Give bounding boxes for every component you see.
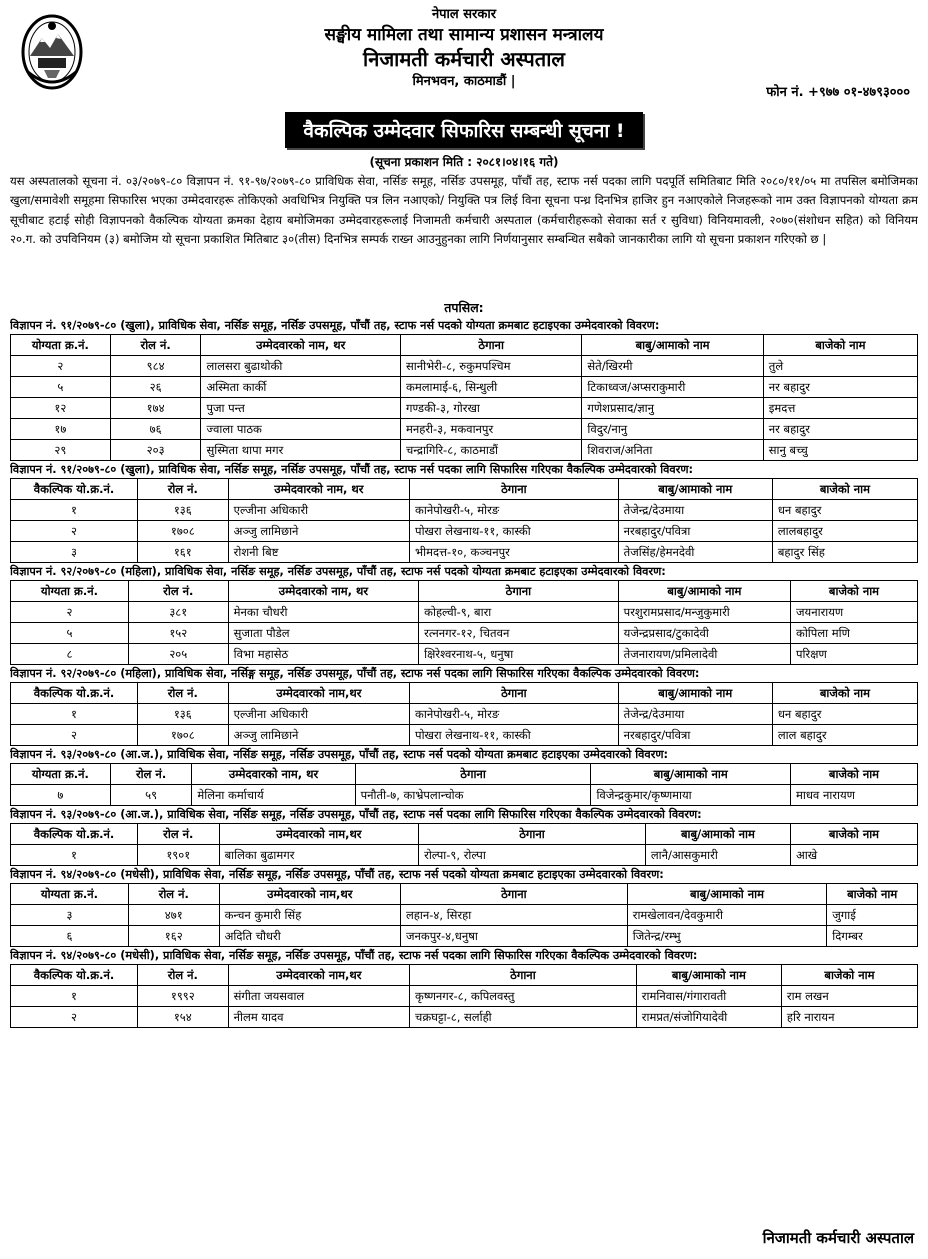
- table-cell: १७०८: [137, 521, 228, 542]
- table-cell: ५: [11, 377, 111, 398]
- footer-signature: निजामती कर्मचारी अस्पताल: [762, 1229, 914, 1247]
- table-cell: कानेपोखरी-५, मोरङ: [410, 500, 619, 521]
- table-row: [11, 845, 918, 866]
- table-cell: १: [11, 704, 138, 725]
- candidate-section: [10, 948, 918, 1028]
- table-cell: पोखरा लेखनाथ-११, कास्की: [410, 521, 619, 542]
- phone-number: फोन नं. +९७७ ०१-४७९३०००: [766, 85, 910, 100]
- notice-title-banner: [10, 112, 918, 148]
- table-cell: पुजा पन्त: [201, 398, 401, 419]
- column-header: योग्यता क्र.नं.: [11, 335, 111, 356]
- column-header: उम्मेदवारको नाम,थर: [228, 683, 409, 704]
- table-cell: अदिति चौधरी: [219, 926, 400, 947]
- table-cell: नर बहादुर: [763, 419, 917, 440]
- candidate-section: [10, 318, 918, 461]
- candidate-table: [10, 580, 918, 665]
- table-cell: कानेपोखरी-५, मोरङ: [410, 704, 619, 725]
- table-cell: जितेन्द्र/रम्भु: [627, 926, 827, 947]
- table-cell: क्षिरेश्वरनाथ-५, धनुषा: [419, 644, 619, 665]
- column-header: उम्मेदवारको नाम,थर: [228, 965, 409, 986]
- table-cell: २९: [11, 440, 111, 461]
- table-cell: १७४: [110, 398, 201, 419]
- table-cell: तेजेन्द्र/देउमाया: [618, 500, 772, 521]
- column-header: उम्मेदवारको नाम,थर: [219, 884, 400, 905]
- schedule-heading: तपसिल:: [444, 300, 484, 315]
- candidate-sections: [10, 318, 918, 1028]
- column-header: बाबु/आमाको नाम: [645, 824, 790, 845]
- column-header: रोल नं.: [137, 683, 228, 704]
- section-title: विज्ञापन नं. ९१/२०७९-८० (खुला), प्राविधिक सेवा, नर्सिङ समूह, नर्सिङ उपसमूह, पाँचौं तह, स्टाफ नर्स पदका लागि सिफारिस गरिएका वैकल्पिक उम्मेदवारको विवरण:: [10, 463, 694, 476]
- candidate-table: [10, 478, 918, 563]
- column-header: उम्मेदवारको नाम, थर: [228, 479, 409, 500]
- table-cell: लालसरा बुढाथोकी: [201, 356, 401, 377]
- table-cell: कृष्णनगर-८, कपिलवस्तु: [410, 986, 637, 1007]
- table-row: [11, 419, 918, 440]
- table-cell: विभा महासेठ: [228, 644, 418, 665]
- table-header-row: [11, 965, 918, 986]
- table-cell: आखे: [790, 845, 917, 866]
- column-header: बाजेको नाम: [791, 581, 918, 602]
- column-header: वैकल्पिक यो.क्र.नं.: [11, 824, 138, 845]
- table-cell: १७०८: [137, 725, 228, 746]
- candidate-section: [10, 462, 918, 563]
- table-row: [11, 377, 918, 398]
- section-title: विज्ञापन नं. ९४/२०७९-८० (मधेसी), प्राविधिक सेवा, नर्सिङ समूह, नर्सिङ उपसमूह, पाँचौं तह, स्टाफ नर्स पदका लागि सिफारिस गरिएका वैकल्पिक उम्मेदवारको विवरण:: [10, 949, 698, 962]
- column-header: वैकल्पिक यो.क्र.नं.: [11, 683, 138, 704]
- table-cell: सानीभेरी-८, रुकुमपश्चिम: [400, 356, 581, 377]
- column-header: रोल नं.: [128, 581, 228, 602]
- table-cell: धन बहादुर: [772, 500, 917, 521]
- table-cell: तुले: [763, 356, 917, 377]
- column-header: योग्यता क्र.नं.: [11, 884, 129, 905]
- table-cell: सुस्मिता थापा मगर: [201, 440, 401, 461]
- column-header: बाबु/आमाको नाम: [618, 683, 772, 704]
- table-cell: १२: [11, 398, 111, 419]
- table-header-row: [11, 581, 918, 602]
- table-cell: अञ्जु लामिछाने: [228, 725, 409, 746]
- ministry-name: सङ्घीय मामिला तथा सामान्य प्रशासन मन्त्रालय: [324, 25, 604, 45]
- table-cell: गण्डकी-३, गोरखा: [400, 398, 581, 419]
- table-cell: बहादुर सिंह: [772, 542, 917, 563]
- table-cell: अञ्जु लामिछाने: [228, 521, 409, 542]
- table-cell: २०५: [128, 644, 228, 665]
- column-header: रोल नं.: [110, 764, 192, 785]
- table-row: [11, 926, 918, 947]
- column-header: बाबु/आमाको नाम: [636, 965, 781, 986]
- table-cell: अस्मिता कार्की: [201, 377, 401, 398]
- table-cell: २०३: [110, 440, 201, 461]
- column-header: बाजेको नाम: [772, 479, 917, 500]
- table-header-row: [11, 764, 918, 785]
- table-cell: रामप्रत/संजोगियादेवी: [636, 1007, 781, 1028]
- hospital-name: निजामती कर्मचारी अस्पताल: [363, 47, 565, 71]
- table-cell: टिकाध्वज/अप्सराकुमारी: [582, 377, 763, 398]
- table-cell: जनकपुर-४,धनुषा: [400, 926, 627, 947]
- column-header: बाजेको नाम: [790, 764, 917, 785]
- notice-title: वैकल्पिक उम्मेदवार सिफारिस सम्बन्धी सूचना !: [285, 112, 642, 148]
- column-header: बाबु/आमाको नाम: [627, 884, 827, 905]
- table-cell: धन बहादुर: [772, 704, 917, 725]
- table-cell: रोल्पा-९, रोल्पा: [419, 845, 646, 866]
- table-cell: १: [11, 500, 138, 521]
- table-header-row: [11, 479, 918, 500]
- table-cell: ज्वाला पाठक: [201, 419, 401, 440]
- table-cell: रत्ननगर-१२, चितवन: [419, 623, 619, 644]
- table-cell: २६: [110, 377, 201, 398]
- table-row: [11, 602, 918, 623]
- candidate-section: [10, 867, 918, 947]
- candidate-table: [10, 682, 918, 746]
- table-row: [11, 356, 918, 377]
- table-cell: विदुर/नानु: [582, 419, 763, 440]
- table-cell: मेलिना कर्माचार्य: [192, 785, 355, 806]
- table-cell: नर बहादुर: [763, 377, 917, 398]
- nepal-emblem-icon: [20, 12, 84, 92]
- column-header: ठेगाना: [410, 479, 619, 500]
- table-cell: जुगाई: [827, 905, 918, 926]
- table-row: [11, 542, 918, 563]
- table-cell: यजेन्द्रप्रसाद/टुकादेवी: [618, 623, 790, 644]
- column-header: योग्यता क्र.नं.: [11, 764, 111, 785]
- table-cell: २: [11, 725, 138, 746]
- publish-date: (सूचना प्रकाशन मिति : २०८१।०४।१६ गते): [369, 155, 559, 169]
- candidate-table: [10, 883, 918, 947]
- table-cell: तेजसिंह/हेमनदेवी: [618, 542, 772, 563]
- table-cell: १६२: [128, 926, 219, 947]
- table-cell: गणेशप्रसाद/ज्ञानु: [582, 398, 763, 419]
- table-row: [11, 1007, 918, 1028]
- candidate-table: [10, 823, 918, 866]
- table-row: [11, 905, 918, 926]
- table-cell: कोहल्वी-९, बारा: [419, 602, 619, 623]
- table-cell: १: [11, 986, 138, 1007]
- table-cell: सानु बच्चु: [763, 440, 917, 461]
- table-cell: १९०१: [137, 845, 219, 866]
- column-header: बाबु/आमाको नाम: [591, 764, 791, 785]
- table-cell: ५: [11, 623, 129, 644]
- candidate-section: [10, 564, 918, 665]
- candidate-table: [10, 334, 918, 461]
- column-header: बाबु/आमाको नाम: [618, 479, 772, 500]
- table-cell: लाल बहादुर: [772, 725, 917, 746]
- table-cell: नरबहादुर/पवित्रा: [618, 521, 772, 542]
- table-cell: १७: [11, 419, 111, 440]
- table-cell: ३८१: [128, 602, 228, 623]
- column-header: वैकल्पिक यो.क्र.नं.: [11, 479, 138, 500]
- letterhead: [10, 6, 918, 110]
- column-header: रोल नं.: [137, 479, 228, 500]
- table-cell: १६१: [137, 542, 228, 563]
- table-cell: रोशनी बिष्ट: [228, 542, 409, 563]
- table-cell: विजेन्द्रकुमार/कृष्णमाया: [591, 785, 791, 806]
- table-cell: बालिका बुढामगर: [219, 845, 419, 866]
- table-cell: ७६: [110, 419, 201, 440]
- government-name: नेपाल सरकार: [431, 7, 497, 22]
- table-cell: नरबहादुर/पवित्रा: [618, 725, 772, 746]
- hospital-address: मिनभवन, काठमाडौं |: [412, 74, 516, 89]
- column-header: उम्मेदवारको नाम, थर: [192, 764, 355, 785]
- section-title: विज्ञापन नं. ९३/२०७९-८० (आ.ज.), प्राविधिक सेवा, नर्सिङ समूह, नर्सिङ उपसमूह, पाँचौं तह, स्टाफ नर्स पदका लागि सिफारिस गरिएका वैकल्पिक उम्मेदवारको विवरण:: [10, 808, 702, 821]
- table-row: [11, 704, 918, 725]
- table-row: [11, 521, 918, 542]
- table-cell: दिगम्बर: [827, 926, 918, 947]
- column-header: वैकल्पिक यो.क्र.नं.: [11, 965, 138, 986]
- table-cell: इमदत्त: [763, 398, 917, 419]
- table-header-row: [11, 683, 918, 704]
- table-row: [11, 623, 918, 644]
- column-header: योग्यता क्र.नं.: [11, 581, 129, 602]
- table-cell: सेते/खिरमी: [582, 356, 763, 377]
- table-cell: मनहरी-३, मकवानपुर: [400, 419, 581, 440]
- table-row: [11, 500, 918, 521]
- column-header: बाबु/आमाको नाम: [618, 581, 790, 602]
- table-cell: १५२: [128, 623, 228, 644]
- table-row: [11, 785, 918, 806]
- table-cell: कोपिला मणि: [791, 623, 918, 644]
- table-cell: ८: [11, 644, 129, 665]
- table-row: [11, 398, 918, 419]
- candidate-section: [10, 666, 918, 746]
- column-header: ठेगाना: [400, 335, 581, 356]
- table-cell: १५४: [137, 1007, 228, 1028]
- table-cell: एल्जीना अधिकारी: [228, 704, 409, 725]
- table-row: [11, 644, 918, 665]
- table-cell: चन्द्रागिरि-८, काठमाडौं: [400, 440, 581, 461]
- table-cell: ३: [11, 542, 138, 563]
- section-title: विज्ञापन नं. ९२/२०७९-८० (महिला), प्राविधिक सेवा, नर्सिङ समूह, नर्सिङ उपसमूह, पाँचौं तह, स्टाफ नर्स पदको योग्यता क्रमबाट हटाइएका उम्मेदवारको विवरण:: [10, 565, 666, 578]
- column-header: ठेगाना: [419, 581, 619, 602]
- table-cell: २: [11, 602, 129, 623]
- table-cell: जयनारायण: [791, 602, 918, 623]
- table-cell: २: [11, 521, 138, 542]
- table-cell: एल्जीना अधिकारी: [228, 500, 409, 521]
- column-header: उम्मेदवारको नाम, थर: [201, 335, 401, 356]
- table-cell: १: [11, 845, 138, 866]
- table-cell: परिक्षण: [791, 644, 918, 665]
- column-header: बाजेको नाम: [790, 824, 917, 845]
- table-header-row: [11, 884, 918, 905]
- table-cell: २: [11, 1007, 138, 1028]
- column-header: रोल नं.: [137, 965, 228, 986]
- column-header: बाबु/आमाको नाम: [582, 335, 763, 356]
- column-header: ठेगाना: [400, 884, 627, 905]
- table-cell: नीलम यादव: [228, 1007, 409, 1028]
- table-cell: १९९२: [137, 986, 228, 1007]
- column-header: ठेगाना: [410, 965, 637, 986]
- table-cell: ६: [11, 926, 129, 947]
- table-cell: लहान-४, सिरहा: [400, 905, 627, 926]
- table-cell: परशुरामप्रसाद/मन्जुकुमारी: [618, 602, 790, 623]
- table-cell: हरि नारायन: [781, 1007, 917, 1028]
- column-header: ठेगाना: [355, 764, 591, 785]
- candidate-table: [10, 964, 918, 1028]
- column-header: ठेगाना: [410, 683, 619, 704]
- table-cell: तेजेन्द्र/देउमाया: [618, 704, 772, 725]
- table-cell: १३६: [137, 704, 228, 725]
- table-cell: शिवराज/अनिता: [582, 440, 763, 461]
- table-cell: भीमदत्त-१०, कञ्चनपुर: [410, 542, 619, 563]
- table-cell: २: [11, 356, 111, 377]
- table-cell: माधव नारायण: [790, 785, 917, 806]
- notice-body: यस अस्पतालको सूचना नं. ०३/२०७९-८० विज्ञापन नं. ९१-९७/२०७९-८० प्राविधिक सेवा, नर्सिङ समूह, नर्सिङ उपसमूह, पाँचौं तह, स्टाफ नर्स पदका लागि पदपूर्ति समितिबाट मिति २०८०/११/०५ मा तपसिल बमोजिमका खुला/समावेशी समूहमा सिफारिस भएका उम्मेदवारहरू तोकिएको अवधिभित्र नियुक्ति पत्र लिन नआएको/ नियुक्ति पत्र लिई विना सूचना पन्ध्र दिनभित्र हाजिर हुन नआएकोले निजहरूको नाम उक्त विज्ञापनको योग्यता क्रम सूचीबाट हटाई सोही विज्ञापनको वैकल्पिक योग्यता क्रमका देहाय बमोजिमका उम्मेदवारहरूलाई निजामती कर्मचारी अस्पताल (कर्मचारीहरूको सेवाका सर्त र सुविधा) विनियमावली, २०७०(संशोधन सहित) को विनियम २०.ग. को उपविनियम (३) बमोजिम यो सूचना प्रकाशित मितिबाट ३०(तीस) दिनभित्र सम्पर्क राख्न आउनुहुनका लागि निर्णयानुसार सम्बन्धित सबैको जानकारीका लागि यो सूचना प्रकाशन गरिएको छ |: [10, 174, 918, 247]
- table-cell: रामखेलावन/देवकुमारी: [627, 905, 827, 926]
- section-title: विज्ञापन नं. ९४/२०७९-८० (मधेसी), प्राविधिक सेवा, नर्सिङ समूह, नर्सिङ उपसमूह, पाँचौं तह, स्टाफ नर्स पदको योग्यता क्रमबाट हटाइएका उम्मेदवारको विवरण:: [10, 868, 664, 881]
- table-cell: तेजनारायण/प्रमिलादेवी: [618, 644, 790, 665]
- table-header-row: [11, 824, 918, 845]
- table-cell: लालबहादुर: [772, 521, 917, 542]
- table-cell: ४७१: [128, 905, 219, 926]
- column-header: बाजेको नाम: [772, 683, 917, 704]
- table-cell: राम लखन: [781, 986, 917, 1007]
- table-row: [11, 725, 918, 746]
- table-row: [11, 986, 918, 1007]
- table-cell: मेनका चौधरी: [228, 602, 418, 623]
- table-cell: ७: [11, 785, 111, 806]
- table-cell: १३६: [137, 500, 228, 521]
- column-header: ठेगाना: [419, 824, 646, 845]
- table-cell: पोखरा लेखनाथ-११, कास्की: [410, 725, 619, 746]
- table-cell: संगीता जयसवाल: [228, 986, 409, 1007]
- table-cell: रामनिवास/गंगारावती: [636, 986, 781, 1007]
- table-cell: चक्रघट्टा-८, सर्लाही: [410, 1007, 637, 1028]
- section-title: विज्ञापन नं. ९३/२०७९-८० (आ.ज.), प्राविधिक सेवा, नर्सिङ समूह, नर्सिङ उपसमूह, पाँचौं तह, स्टाफ नर्स पदको योग्यता क्रमबाट हटाइएका उम्मेदवारको विवरण:: [10, 748, 669, 761]
- column-header: उम्मेदवारको नाम, थर: [228, 581, 418, 602]
- table-cell: सुजाता पौडेल: [228, 623, 418, 644]
- column-header: उम्मेदवारको नाम,थर: [219, 824, 419, 845]
- table-cell: कमलामाई-६, सिन्धुली: [400, 377, 581, 398]
- table-cell: ९८४: [110, 356, 201, 377]
- section-title: विज्ञापन नं. ९२/२०७९-८० (महिला), प्राविधिक सेवा, नर्सिङ्ग समूह, नर्सिङ उपसमूह, पाँचौं तह, स्टाफ नर्स पदका लागि सिफारिस गरिएका वैकल्पिक उम्मेदवारको विवरण:: [10, 667, 700, 680]
- table-header-row: [11, 335, 918, 356]
- candidate-section: [10, 807, 918, 866]
- column-header: बाजेको नाम: [781, 965, 917, 986]
- candidate-table: [10, 763, 918, 806]
- table-cell: ३: [11, 905, 129, 926]
- column-header: बाजेको नाम: [763, 335, 917, 356]
- table-cell: कन्चन कुमारी सिंह: [219, 905, 400, 926]
- column-header: बाजेको नाम: [827, 884, 918, 905]
- column-header: रोल नं.: [128, 884, 219, 905]
- candidate-section: [10, 747, 918, 806]
- table-row: [11, 440, 918, 461]
- table-cell: लानै/आसकुमारी: [645, 845, 790, 866]
- table-cell: पनौती-७, काभ्रेपलान्चोक: [355, 785, 591, 806]
- column-header: रोल नं.: [110, 335, 201, 356]
- column-header: रोल नं.: [137, 824, 219, 845]
- table-cell: ५९: [110, 785, 192, 806]
- section-title: विज्ञापन नं. ९१/२०७९-८० (खुला), प्राविधिक सेवा, नर्सिङ समूह, नर्सिङ उपसमूह, पाँचौं तह, स्टाफ नर्स पदको योग्यता क्रमबाट हटाइएका उम्मेदवारको विवरण:: [10, 319, 660, 332]
